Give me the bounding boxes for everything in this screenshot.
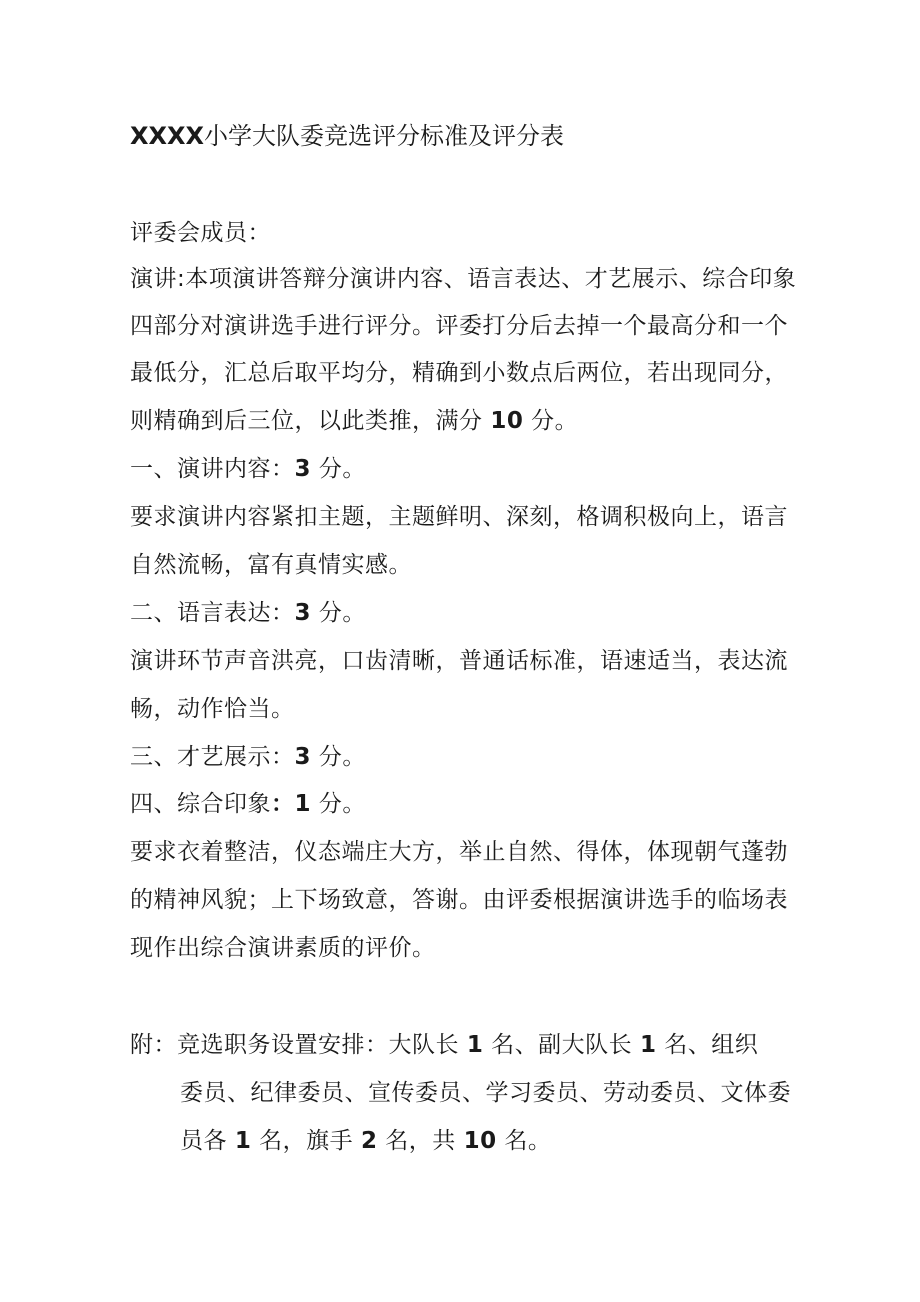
section-speech-content-desc-2: 自然流畅，富有真情实感。 — [130, 552, 412, 578]
section-talent-show: 三、才艺展示：3 分。 — [130, 744, 366, 770]
section-overall-impression-desc-2: 的精神风貌；上下场致意，答谢。由评委根据演讲选手的临场表 — [130, 887, 788, 913]
intro-line-4: 则精确到后三位，以此类推，满分 10 分。 — [130, 408, 579, 434]
intro-line-1: 演讲:本项演讲答辩分演讲内容、语言表达、才艺展示、综合印象 — [130, 266, 797, 292]
section-speech-content-score: 3 — [294, 456, 312, 482]
intro-line-2: 四部分对演讲选手进行评分。评委打分后去掉一个最高分和一个 — [130, 313, 788, 339]
section-overall-impression-desc-3: 现作出综合演讲素质的评价。 — [130, 935, 436, 961]
section-language-expression-desc-1: 演讲环节声音洪亮，口齿清晰，普通话标准，语速适当，表达流 — [130, 648, 788, 674]
document-title — [130, 118, 564, 154]
committee-members-line: 评委会成员： — [130, 220, 271, 246]
section-overall-impression-desc-1: 要求衣着整洁，仪态端庄大方，举止自然、得体，体现朝气蓬勃 — [130, 839, 788, 865]
full-score: 10 — [490, 408, 524, 434]
title-text: 小学大队委竞选评分标准及评分表 — [204, 122, 565, 150]
title-school-placeholder: XXXX — [130, 122, 205, 150]
section-talent-show-score: 3 — [294, 744, 312, 770]
appendix-line-2: 委员、纪律委员、宣传委员、学习委员、劳动委员、文体委 — [180, 1080, 791, 1106]
section-language-expression-desc-2: 畅，动作恰当。 — [130, 696, 295, 722]
appendix-line-3: 员各 1 名，旗手 2 名，共 10 名。 — [180, 1128, 552, 1154]
section-language-expression-score: 3 — [294, 600, 312, 626]
section-overall-impression-score: 1 — [294, 791, 312, 817]
intro-line-3: 最低分，汇总后取平均分，精确到小数点后两位，若出现同分， — [130, 360, 788, 386]
section-speech-content: 一、演讲内容：3 分。 — [130, 456, 366, 482]
section-language-expression: 二、语言表达：3 分。 — [130, 600, 366, 626]
section-speech-content-desc-1: 要求演讲内容紧扣主题，主题鲜明、深刻，格调积极向上，语言 — [130, 504, 788, 530]
appendix-line-1: 附：竞选职务设置安排：大队长 1 名、副大队长 1 名、组织 — [130, 1032, 759, 1058]
section-overall-impression: 四、综合印象：1 分。 — [130, 791, 366, 817]
